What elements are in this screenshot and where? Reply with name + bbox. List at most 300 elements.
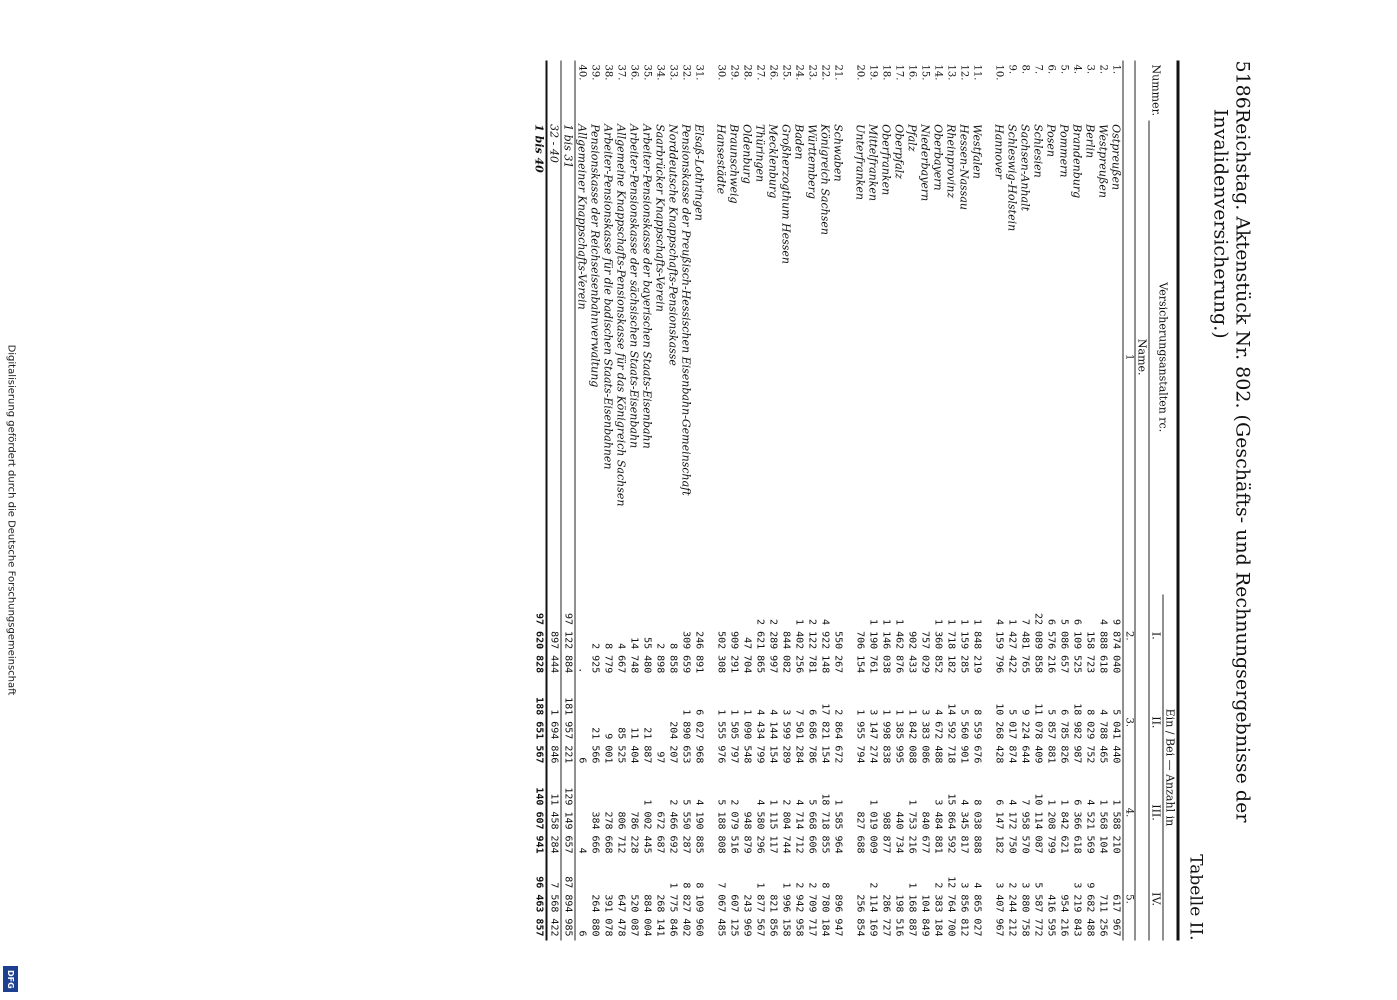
table-row xyxy=(1071,60,1084,940)
table-row xyxy=(1084,60,1097,940)
row-number: 25. xyxy=(780,64,792,80)
row-value-c3: 18 718 855 xyxy=(819,792,831,854)
row-value-c4: 896 947 xyxy=(832,893,844,936)
row-value-c4: 8 109 960 xyxy=(693,881,705,936)
row-value-c1: 246 891 xyxy=(693,630,705,673)
row-value-c1: 909 291 xyxy=(728,630,740,673)
row-number: 7. xyxy=(1032,64,1044,74)
row-name: Pommern xyxy=(1057,123,1071,177)
row-value-c1: 1 402 256 xyxy=(793,618,805,673)
row-value-c2: 1 385 995 xyxy=(893,708,905,763)
row-value-c4: 607 125 xyxy=(728,893,740,936)
row-value-c4: 4 865 027 xyxy=(971,881,983,936)
row-value-c2: 14 592 718 xyxy=(945,702,957,763)
row-value-c1: 1 360 852 xyxy=(932,618,944,673)
table-row xyxy=(945,60,958,940)
table-row xyxy=(806,60,819,940)
row-value-c4: 268 141 xyxy=(654,893,666,936)
row-value-c3: 15 864 592 xyxy=(945,792,957,854)
ein-label: Ein xyxy=(1163,708,1177,727)
row-number: 15. xyxy=(919,64,931,80)
summary-value-c2: 1 694 846 xyxy=(547,677,562,767)
row-value-c3: 5 550 287 xyxy=(680,798,692,854)
row-number: 13. xyxy=(945,64,957,80)
row-value-c3: 2 079 516 xyxy=(728,798,740,854)
row-number: 16. xyxy=(906,64,918,80)
summary-value-c1: 97 122 884 xyxy=(561,594,575,677)
table-row xyxy=(715,60,728,940)
row-value-c1: 158 723 xyxy=(1084,630,1096,673)
summary-row xyxy=(547,60,562,940)
table-row xyxy=(728,60,741,940)
row-number: 18. xyxy=(880,64,892,80)
row-value-c1: 1 159 285 xyxy=(958,618,970,673)
row-number: 11. xyxy=(971,64,983,80)
row-number: 10. xyxy=(993,64,1005,80)
colnum-3: 3. xyxy=(1123,677,1135,767)
row-value-c4: 884 004 xyxy=(641,893,653,936)
row-value-c3: 4 345 817 xyxy=(958,798,970,854)
row-value-c1: 4 667 xyxy=(615,642,627,673)
table-row xyxy=(919,60,932,940)
row-name: Baden xyxy=(792,123,806,159)
row-value-c4: 2 244 212 xyxy=(1006,881,1018,936)
row-number: 37. xyxy=(615,64,627,80)
row-name: Berlin xyxy=(1083,123,1097,158)
table-row xyxy=(819,60,832,940)
row-name: Niederbayern xyxy=(918,123,932,201)
row-value-c1: 14 748 xyxy=(628,636,640,673)
colnum-4: 4. xyxy=(1123,767,1135,857)
row-number: 17. xyxy=(893,64,905,80)
row-value-c2: 6 xyxy=(576,756,588,763)
table-row xyxy=(741,60,754,940)
row-value-c4: 5 587 772 xyxy=(1032,881,1044,936)
document-page xyxy=(533,60,1254,940)
row-value-c3: 6 366 618 xyxy=(1071,798,1083,854)
total-row xyxy=(533,60,547,940)
summary-label: 1 bis 31 xyxy=(561,120,575,594)
row-value-c2: 18 982 987 xyxy=(1071,702,1083,763)
row-value-c2: 11 078 409 xyxy=(1032,702,1044,763)
row-value-c1: 2 122 781 xyxy=(806,618,818,673)
row-number: 20. xyxy=(854,64,866,80)
row-number: 19. xyxy=(867,64,879,80)
row-value-c2: 204 207 xyxy=(667,720,679,763)
row-name: Ostpreußen xyxy=(1109,123,1123,190)
total-label: 1 bis 40 xyxy=(533,120,547,594)
row-value-c2: 3 599 289 xyxy=(780,708,792,763)
row-value-c3: 786 228 xyxy=(628,810,640,854)
row-value-c3: 6 147 182 xyxy=(993,798,1005,854)
row-value-c2: 5 041 440 xyxy=(1110,708,1122,763)
row-gap xyxy=(706,60,715,940)
row-value-c3: 5 188 808 xyxy=(715,798,727,854)
summary-value-c3: 129 149 657 xyxy=(561,767,575,857)
total-value-c4: 96 463 857 xyxy=(533,857,547,940)
row-value-c2: 21 887 xyxy=(641,726,653,763)
row-value-c4: 6 xyxy=(576,929,588,936)
table-row xyxy=(754,60,767,940)
row-name: Posen xyxy=(1044,123,1058,157)
row-number: 26. xyxy=(767,64,779,80)
table-row xyxy=(1006,60,1019,940)
col-II: II. xyxy=(1149,677,1163,767)
row-value-c4: 416 595 xyxy=(1045,893,1057,936)
row-number: 27. xyxy=(754,64,766,80)
row-value-c2: 6 785 826 xyxy=(1058,708,1070,763)
row-value-c3: 1 208 799 xyxy=(1045,798,1057,854)
row-value-c3: 1 588 210 xyxy=(1110,798,1122,854)
col-IV: IV. xyxy=(1149,857,1163,940)
row-value-c1: 1 146 038 xyxy=(880,618,892,673)
row-number: 5. xyxy=(1058,64,1070,74)
row-name: Oberbayern xyxy=(931,123,945,191)
row-value-c3: 827 688 xyxy=(854,810,866,854)
table-label: Tabelle II. xyxy=(1185,853,1206,940)
col-III: III. xyxy=(1149,767,1163,857)
table-row xyxy=(641,60,654,940)
row-value-c4: 8 780 184 xyxy=(819,881,831,936)
row-value-c4: 256 854 xyxy=(854,893,866,936)
row-value-c2: 10 268 428 xyxy=(993,702,1005,763)
table-row xyxy=(602,60,615,940)
row-value-c2: 5 017 874 xyxy=(1006,708,1018,763)
row-value-c4: 520 087 xyxy=(628,893,640,936)
row-value-c1: . xyxy=(576,666,588,673)
table-row xyxy=(932,60,945,940)
row-value-c1: 1 718 182 xyxy=(945,618,957,673)
row-value-c4: 3 219 843 xyxy=(1071,881,1083,936)
row-value-c2: 4 434 799 xyxy=(754,708,766,763)
row-value-c2: 85 525 xyxy=(615,726,627,763)
row-value-c1: 1 427 422 xyxy=(1006,618,1018,673)
row-value-c1: 757 029 xyxy=(919,630,931,673)
col-nummer: Nummer. xyxy=(1135,60,1178,120)
row-value-c1: 2 289 997 xyxy=(767,618,779,673)
row-value-c2: 1 505 797 xyxy=(728,708,740,763)
row-value-c4: 617 967 xyxy=(1110,893,1122,936)
row-name: Sachsen-Anhalt xyxy=(1018,123,1032,211)
row-value-c3: 8 038 888 xyxy=(971,798,983,854)
row-value-c1: 8 858 xyxy=(667,642,679,673)
table-row xyxy=(1110,60,1124,940)
row-name: Allgemeine Knappschafts-Pensionskasse für das Königreich Sachsen xyxy=(614,123,628,506)
row-number: 3. xyxy=(1084,64,1096,74)
row-value-c4: 391 078 xyxy=(602,893,614,936)
row-gap xyxy=(984,60,993,940)
row-value-c2: 97 xyxy=(654,750,666,763)
col-name: Name. xyxy=(1135,120,1149,594)
row-value-c1: 4 888 618 xyxy=(1097,618,1109,673)
row-value-c4: 12 764 700 xyxy=(945,875,957,936)
row-name: Pensionskasse der Preußisch-Hessischen Eisenbahn-Gemeinschaft xyxy=(679,123,693,496)
table-row xyxy=(693,60,706,940)
total-spacer xyxy=(533,60,547,120)
summary-row xyxy=(561,60,575,940)
row-value-c4: 243 969 xyxy=(741,893,753,936)
row-name: Oberpfalz xyxy=(892,123,906,179)
row-value-c1: 902 433 xyxy=(906,630,918,673)
row-value-c4: 821 856 xyxy=(767,893,779,936)
row-value-c2: 8 029 752 xyxy=(1084,708,1096,763)
row-value-c2: 11 404 xyxy=(628,726,640,763)
total-value-c1: 97 620 828 xyxy=(533,594,547,677)
row-number: 36. xyxy=(628,64,640,80)
row-value-c4: 3 407 967 xyxy=(993,881,1005,936)
table-body xyxy=(533,60,1124,940)
row-number: 6. xyxy=(1045,64,1057,74)
row-value-c2: 4 788 465 xyxy=(1097,708,1109,763)
bei-label: Bei xyxy=(1163,737,1177,756)
row-name: Schwaben xyxy=(831,123,845,182)
row-value-c3: 4 714 712 xyxy=(793,798,805,854)
total-value-c2: 188 651 567 xyxy=(533,677,547,767)
data-table xyxy=(533,60,1180,940)
row-value-c4: 1 775 846 xyxy=(667,881,679,936)
table-row xyxy=(589,60,602,940)
row-value-c2: 9 224 644 xyxy=(1019,708,1031,763)
row-name: Brandenburg xyxy=(1070,123,1084,198)
row-name: Elsaß-Lothringen xyxy=(692,123,706,221)
row-value-c1: 55 480 xyxy=(641,636,653,673)
row-number: 38. xyxy=(602,64,614,80)
summary-value-c4: 87 894 985 xyxy=(561,857,575,940)
row-value-c3: 384 666 xyxy=(589,810,601,854)
page-number: 5186 xyxy=(1231,60,1254,109)
row-value-c4: 7 067 485 xyxy=(715,881,727,936)
funding-note: Digitalisierung gefördert durch die Deutsche Forschungsgemeinschaft xyxy=(5,344,17,696)
row-value-c2: 21 566 xyxy=(589,726,601,763)
row-value-c1: 309 659 xyxy=(680,630,692,673)
row-value-c3: 10 114 087 xyxy=(1032,792,1044,854)
table-row xyxy=(654,60,667,940)
row-number: 4. xyxy=(1071,64,1083,74)
row-gap xyxy=(845,60,854,940)
col-I: I. xyxy=(1149,594,1163,677)
row-value-c3: 1 019 009 xyxy=(867,798,879,854)
row-value-c1: 47 704 xyxy=(741,636,753,673)
row-value-c2: 17 821 154 xyxy=(819,702,831,763)
row-number: 39. xyxy=(589,64,601,80)
row-name: Unterfranken xyxy=(853,123,867,200)
row-value-c1: 8 779 xyxy=(602,642,614,673)
row-name: Schleswig-Holstein xyxy=(1005,123,1019,231)
row-value-c2: 4 672 488 xyxy=(932,708,944,763)
row-name: Arbeiter-Pensionskasse für die badischen Staats-Eisenbahnen xyxy=(601,123,615,469)
row-value-c1: 6 109 525 xyxy=(1071,618,1083,673)
row-value-c2: 1 998 838 xyxy=(880,708,892,763)
row-value-c4: 2 114 169 xyxy=(867,881,879,936)
table-row xyxy=(628,60,641,940)
row-value-c4: 198 516 xyxy=(893,893,905,936)
table-row xyxy=(667,60,680,940)
row-name: Arbeiter-Pensionskasse der bayerischen Staats-Eisenbahn xyxy=(640,123,654,449)
row-name: Württemberg xyxy=(805,123,819,199)
row-name: Mecklenburg xyxy=(766,123,780,198)
colnum-5: 5. xyxy=(1123,857,1135,940)
row-value-c3: 1 753 216 xyxy=(906,798,918,854)
table-row xyxy=(1058,60,1071,940)
row-number: 1. xyxy=(1110,64,1122,74)
table-row xyxy=(971,60,984,940)
table-row xyxy=(615,60,628,940)
row-value-c4: 2 709 717 xyxy=(806,881,818,936)
colnum-1: 1 xyxy=(1123,120,1135,594)
row-value-c2: 3 383 086 xyxy=(919,708,931,763)
table-row xyxy=(1019,60,1032,940)
table-row xyxy=(854,60,867,940)
row-value-c4: 3 880 758 xyxy=(1019,881,1031,936)
row-number: 34. xyxy=(654,64,666,80)
summary-value-c2: 181 957 221 xyxy=(561,677,575,767)
row-value-c4: 2 942 958 xyxy=(793,881,805,936)
row-name: Oberfranken xyxy=(879,123,893,195)
row-number: 9. xyxy=(1006,64,1018,74)
row-number: 2. xyxy=(1097,64,1109,74)
row-value-c1: 1 190 761 xyxy=(867,618,879,673)
row-value-c3: 5 668 606 xyxy=(806,798,818,854)
row-number: 28. xyxy=(741,64,753,80)
row-name: Allgemeiner Knappschafts-Verein xyxy=(575,123,589,310)
row-name: Großherzogthum Hessen xyxy=(779,123,793,264)
row-name: Hessen-Nassau xyxy=(957,123,971,210)
row-value-c3: 3 484 881 xyxy=(932,798,944,854)
row-value-c3: 4 172 750 xyxy=(1006,798,1018,854)
row-value-c2: 9 001 xyxy=(602,732,614,763)
row-name: Westfalen xyxy=(970,123,984,179)
row-value-c1: 502 308 xyxy=(715,630,727,673)
row-name: Königreich Sachsen xyxy=(818,123,832,235)
row-value-c2: 6 686 786 xyxy=(806,708,818,763)
row-name: Norddeutsche Knappschafts-Pensionskasse xyxy=(666,123,680,366)
table-row xyxy=(767,60,780,940)
row-value-c3: 278 668 xyxy=(602,810,614,854)
table-row xyxy=(1097,60,1110,940)
row-value-c2: 2 864 672 xyxy=(832,708,844,763)
row-value-c1: 4 159 796 xyxy=(993,618,1005,673)
row-value-c2: 1 842 088 xyxy=(906,708,918,763)
row-value-c2: 8 559 676 xyxy=(971,708,983,763)
col-name-group: Versicherungsanstalten rc. xyxy=(1149,120,1178,594)
table-row xyxy=(893,60,906,940)
row-value-c3: 1 002 445 xyxy=(641,798,653,854)
row-value-c2: 7 501 284 xyxy=(793,708,805,763)
row-value-c3: 948 879 xyxy=(741,810,753,854)
row-name: Pensionskasse der Reichseisenbahnverwaltung xyxy=(588,123,602,387)
summary-spacer xyxy=(561,60,575,120)
row-value-c3: 2 804 744 xyxy=(780,798,792,854)
row-value-c4: 264 880 xyxy=(589,893,601,936)
page-header xyxy=(1210,60,1254,940)
row-value-c1: 2 898 xyxy=(654,642,666,673)
row-value-c3: 806 712 xyxy=(615,810,627,854)
row-name: Pfalz xyxy=(905,123,919,151)
row-value-c4: 2 383 184 xyxy=(932,881,944,936)
row-number: 29. xyxy=(728,64,740,80)
row-value-c3: 1 115 117 xyxy=(767,798,779,854)
row-number: 35. xyxy=(641,64,653,80)
dfg-logo: DFG xyxy=(3,966,18,992)
row-value-c4: 1 168 887 xyxy=(906,881,918,936)
col-ein: Ein / Bei — Anzahl in xyxy=(1163,594,1178,940)
row-name: Hansestädte xyxy=(714,123,728,194)
row-name: Arbeiter-Pensionskasse der sächsischen Staats-Eisenbahn xyxy=(627,123,641,448)
row-value-c4: 1 877 567 xyxy=(754,881,766,936)
summary-value-c1: 897 444 xyxy=(547,594,562,677)
row-value-c3: 1 585 964 xyxy=(832,798,844,854)
row-name: Oldenburg xyxy=(740,123,754,184)
row-value-c4: 286 727 xyxy=(880,893,892,936)
row-value-c3: 672 687 xyxy=(654,810,666,854)
row-value-c1: 550 267 xyxy=(832,630,844,673)
row-value-c1: 9 874 040 xyxy=(1110,618,1122,673)
row-name: Braunschweig xyxy=(727,123,741,204)
summary-label: 32 - 40 xyxy=(547,120,562,594)
table-row xyxy=(867,60,880,940)
row-value-c3: 2 466 692 xyxy=(667,798,679,854)
table-row xyxy=(793,60,806,940)
summary-spacer xyxy=(547,60,562,120)
total-value-c3: 140 607 941 xyxy=(533,767,547,857)
row-value-c1: 2 925 xyxy=(589,642,601,673)
row-value-c2: 4 144 154 xyxy=(767,708,779,763)
row-number: 12. xyxy=(958,64,970,80)
row-number: 31. xyxy=(693,64,705,80)
row-value-c2: 3 147 274 xyxy=(867,708,879,763)
row-value-c4: 647 478 xyxy=(615,893,627,936)
row-value-c1: 1 848 219 xyxy=(971,618,983,673)
row-value-c2: 1 955 794 xyxy=(854,708,866,763)
page-title: Reichstag. Aktenstück Nr. 802. (Geschäfts- und Rechnungsergebnisse der Invalidenversicherung.) xyxy=(1209,108,1254,822)
row-value-c3: 840 677 xyxy=(919,810,931,854)
row-name: Schlesien xyxy=(1031,123,1045,178)
table-row xyxy=(575,60,589,940)
row-number: 32. xyxy=(680,64,692,80)
table-row xyxy=(880,60,893,940)
table-row xyxy=(1032,60,1045,940)
row-number: 40. xyxy=(576,64,588,80)
row-value-c1: 2 621 865 xyxy=(754,618,766,673)
table-row xyxy=(680,60,693,940)
row-value-c2: 1 555 976 xyxy=(715,708,727,763)
table-row xyxy=(1045,60,1058,940)
table-row xyxy=(906,60,919,940)
row-value-c1: 6 576 216 xyxy=(1045,618,1057,673)
row-value-c2: 5 560 901 xyxy=(958,708,970,763)
summary-value-c3: 11 458 284 xyxy=(547,767,562,857)
row-value-c4: 1 996 158 xyxy=(780,881,792,936)
row-number: 22. xyxy=(819,64,831,80)
row-value-c3: 440 734 xyxy=(893,810,905,854)
row-number: 8. xyxy=(1019,64,1031,74)
row-name: Saarbrücker Knappschafts-Verein xyxy=(653,123,667,312)
table-row xyxy=(958,60,971,940)
row-value-c1: 1 462 876 xyxy=(893,618,905,673)
row-value-c3: 1 568 104 xyxy=(1097,798,1109,854)
row-value-c3: 4 521 569 xyxy=(1084,798,1096,854)
row-value-c1: 22 089 858 xyxy=(1032,612,1044,673)
row-value-c3: 988 877 xyxy=(880,810,892,854)
row-value-c4: 104 849 xyxy=(919,893,931,936)
row-name: Hannover xyxy=(992,123,1006,179)
row-value-c3: 4 580 296 xyxy=(754,798,766,854)
row-number: 23. xyxy=(806,64,818,80)
row-value-c1: 7 481 765 xyxy=(1019,618,1031,673)
row-value-c2: 1 090 548 xyxy=(741,708,753,763)
row-value-c2: 6 027 968 xyxy=(693,708,705,763)
row-name: Thüringen xyxy=(753,123,767,182)
